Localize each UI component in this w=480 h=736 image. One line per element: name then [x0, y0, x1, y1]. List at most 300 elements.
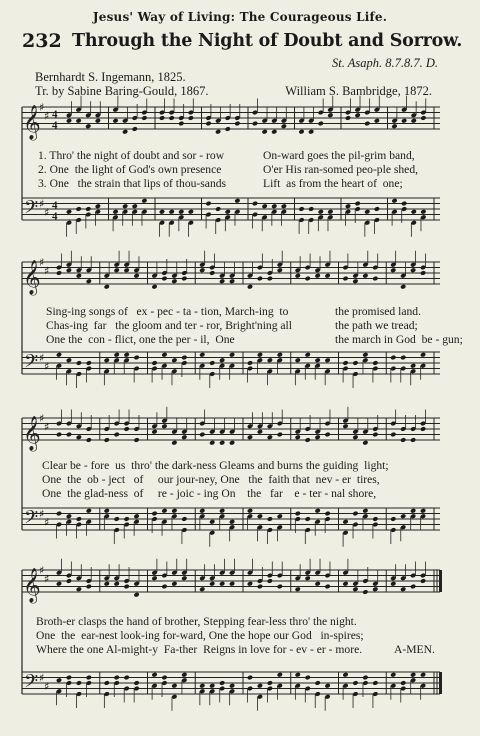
note-head: [342, 672, 348, 678]
note-head: [56, 511, 62, 517]
note-head: [66, 578, 72, 584]
note-head: [372, 432, 378, 438]
note-head: [400, 437, 406, 443]
note-head: [133, 437, 139, 443]
note-head: [86, 360, 92, 366]
note-head: [324, 584, 330, 590]
note-head: [314, 581, 320, 587]
note-head: [295, 672, 301, 678]
author-credit: Bernhardt S. Ingemann, 1825.: [35, 70, 186, 84]
note-head: [199, 508, 205, 514]
note-head: [199, 267, 205, 273]
note-head: [372, 680, 378, 686]
note-head: [420, 270, 426, 276]
hymn-title: Through the Night of Doubt and Sorrow.: [72, 31, 463, 51]
note-head: [420, 578, 426, 584]
note-head: [410, 672, 416, 678]
note-head: [114, 675, 120, 681]
lyric-line: One the glad-ness of re - joic - ing On the far e - ter - nal shore,: [42, 487, 377, 500]
note-head: [229, 352, 235, 358]
note-head: [133, 355, 139, 361]
note-head: [209, 519, 215, 525]
note-head: [104, 284, 110, 290]
note-head: [181, 355, 187, 361]
translator-credit: Tr. by Sabine Baring-Gould, 1867.: [35, 84, 209, 98]
note-head: [411, 209, 417, 215]
sharp-icon: ♯: [44, 264, 50, 278]
note-head: [114, 516, 120, 522]
note-head: [324, 511, 330, 517]
note-head: [327, 209, 333, 215]
note-head: [267, 357, 273, 363]
note-head: [298, 129, 304, 135]
hymn-number: 232: [22, 30, 62, 52]
note-head: [400, 680, 406, 686]
note-head: [247, 360, 253, 366]
note-head: [215, 206, 221, 212]
lyric-line: the path we tread;: [335, 319, 418, 332]
sharp-icon: ♯: [39, 564, 45, 577]
note-head: [181, 672, 187, 678]
note-head: [234, 121, 240, 127]
time-signature: 4: [52, 119, 58, 132]
note-head: [209, 360, 215, 366]
note-head: [123, 516, 129, 522]
note-head: [277, 672, 283, 678]
note-head: [252, 121, 258, 127]
note-head: [318, 209, 324, 215]
note-head: [390, 355, 396, 361]
note-head: [95, 203, 101, 209]
note-head: [342, 423, 348, 429]
note-head: [168, 115, 174, 121]
note-head: [209, 683, 215, 689]
note-head: [271, 203, 277, 209]
note-head: [372, 360, 378, 366]
note-head: [133, 592, 139, 598]
note-head: [76, 360, 82, 366]
lyric-line: One the con - flict, one the per - il, One: [46, 333, 235, 346]
lyric-line: One the ear-nest look-ing for-ward, One the hope our God in-spires;: [36, 629, 364, 642]
note-head: [122, 203, 128, 209]
lyric-line: Chas-ing far the gloom and ter - ror, Bright'ning all: [46, 319, 293, 332]
note-head: [76, 516, 82, 522]
note-head: [352, 434, 358, 440]
note-head: [229, 581, 235, 587]
note-head: [362, 273, 368, 279]
note-head: [114, 581, 120, 587]
note-head: [298, 206, 304, 212]
note-head: [159, 209, 165, 215]
note-head: [400, 586, 406, 592]
note-head: [205, 121, 211, 127]
note-head: [56, 352, 62, 358]
note-head: [305, 352, 311, 358]
tune-name: St. Asaph. 8.7.8.7. D.: [331, 56, 438, 70]
note-head: [411, 118, 417, 124]
note-head: [188, 115, 194, 121]
note-head: [314, 680, 320, 686]
note-head: [247, 508, 253, 514]
note-head: [151, 672, 157, 678]
note-head: [229, 683, 235, 689]
note-head: [420, 115, 426, 121]
note-head: [352, 680, 358, 686]
note-head: [75, 118, 81, 124]
note-head: [181, 434, 187, 440]
note-head: [257, 584, 263, 590]
note-head: [391, 123, 397, 129]
note-head: [372, 586, 378, 592]
note-head: [112, 209, 118, 215]
note-head: [229, 519, 235, 525]
note-head: [400, 284, 406, 290]
sharp-icon: ♯: [44, 679, 50, 693]
bass-clef-icon: 𝄢: [24, 507, 39, 533]
note-head: [123, 675, 129, 681]
lyric-line: On-ward goes the pil-grim band,: [263, 149, 415, 162]
note-head: [86, 278, 92, 284]
note-head: [114, 267, 120, 273]
note-head: [410, 508, 416, 514]
note-head: [171, 683, 177, 689]
note-head: [181, 276, 187, 282]
note-head: [308, 206, 314, 212]
note-head: [261, 129, 267, 135]
note-head: [252, 201, 258, 207]
lyric-line: 1. Thro' the night of doubt and sor - row: [38, 149, 225, 162]
note-head: [362, 589, 368, 595]
note-head: [56, 432, 62, 438]
note-head: [219, 357, 225, 363]
note-head: [104, 508, 110, 514]
note-head: [209, 581, 215, 587]
time-signature: 4: [52, 199, 58, 212]
note-head: [400, 513, 406, 519]
lyric-line: the promised land.: [335, 305, 421, 318]
composer-credit: William S. Bambridge, 1872.: [285, 84, 432, 98]
note-head: [114, 432, 120, 438]
note-head: [362, 508, 368, 514]
note-head: [76, 434, 82, 440]
note-head: [199, 586, 205, 592]
note-head: [86, 584, 92, 590]
note-head: [364, 121, 370, 127]
bass-clef-icon: 𝄢: [24, 197, 39, 223]
note-head: [171, 278, 177, 284]
note-head: [324, 273, 330, 279]
note-head: [171, 581, 177, 587]
note-head: [362, 675, 368, 681]
note-head: [247, 581, 253, 587]
time-signature: 4: [52, 108, 58, 121]
note-head: [257, 513, 263, 519]
note-head: [151, 511, 157, 517]
note-head: [161, 276, 167, 282]
note-head: [181, 516, 187, 522]
note-head: [161, 675, 167, 681]
note-head: [305, 675, 311, 681]
treble-clef-icon: 𝄞: [23, 416, 41, 451]
amen-label: A-MEN.: [394, 643, 435, 656]
final-barline: [439, 570, 442, 592]
note-head: [123, 584, 129, 590]
note-head: [86, 437, 92, 443]
note-head: [86, 675, 92, 681]
note-head: [141, 198, 147, 204]
note-head: [314, 357, 320, 363]
sharp-icon: ♯: [44, 515, 50, 529]
note-head: [247, 284, 253, 290]
note-head: [104, 680, 110, 686]
note-head: [132, 126, 138, 132]
lyric-line: Sing-ing songs of ex - pec - ta - tion, March-ing to: [46, 305, 289, 318]
sharp-icon: ♯: [44, 359, 50, 373]
note-head: [295, 586, 301, 592]
note-head: [76, 680, 82, 686]
sharp-icon: ♯: [39, 671, 45, 685]
note-head: [215, 129, 221, 135]
note-head: [66, 118, 72, 124]
note-head: [420, 672, 426, 678]
note-head: [56, 270, 62, 276]
note-head: [133, 273, 139, 279]
note-head: [401, 201, 407, 207]
note-head: [76, 273, 82, 279]
note-head: [295, 273, 301, 279]
treble-clef-icon: 𝄞: [23, 105, 41, 140]
note-head: [345, 203, 351, 209]
sharp-icon: ♯: [44, 205, 50, 219]
note-head: [267, 434, 273, 440]
note-head: [314, 273, 320, 279]
note-head: [219, 440, 225, 446]
note-head: [257, 352, 263, 358]
note-head: [342, 519, 348, 525]
time-signature: 4: [52, 210, 58, 223]
note-head: [122, 129, 128, 135]
note-head: [410, 267, 416, 273]
note-head: [352, 360, 358, 366]
note-head: [225, 209, 231, 215]
treble-clef-icon: 𝄞: [23, 568, 41, 603]
note-head: [199, 352, 205, 358]
note-head: [199, 432, 205, 438]
sharp-icon: ♯: [44, 572, 50, 586]
note-head: [219, 278, 225, 284]
note-head: [352, 586, 358, 592]
note-head: [314, 434, 320, 440]
note-head: [267, 680, 273, 686]
note-head: [352, 511, 358, 517]
note-head: [181, 575, 187, 581]
note-head: [374, 206, 380, 212]
note-head: [66, 357, 72, 363]
running-title: Jesus' Way of Living: The Courageous Life.: [92, 10, 388, 24]
note-head: [257, 683, 263, 689]
note-head: [219, 508, 225, 514]
note-head: [374, 118, 380, 124]
note-head: [75, 206, 81, 212]
note-head: [420, 426, 426, 432]
lyric-line: 3. One the strain that lips of thou-sands: [38, 177, 227, 190]
note-head: [209, 440, 215, 446]
note-head: [161, 423, 167, 429]
note-head: [305, 575, 311, 581]
note-head: [257, 276, 263, 282]
note-head: [390, 516, 396, 522]
sharp-icon: ♯: [39, 412, 45, 425]
note-head: [76, 586, 82, 592]
note-head: [277, 513, 283, 519]
note-head: [352, 278, 358, 284]
note-head: [362, 440, 368, 446]
note-head: [171, 440, 177, 446]
note-head: [410, 584, 416, 590]
note-head: [123, 267, 129, 273]
note-head: [168, 209, 174, 215]
note-head: [151, 360, 157, 366]
note-head: [161, 584, 167, 590]
note-head: [364, 209, 370, 215]
note-head: [420, 352, 426, 358]
note-head: [277, 352, 283, 358]
sharp-icon: ♯: [39, 507, 45, 521]
note-head: [391, 198, 397, 204]
note-head: [219, 680, 225, 686]
note-head: [342, 360, 348, 366]
note-head: [261, 203, 267, 209]
note-head: [308, 129, 314, 135]
note-head: [362, 352, 368, 358]
final-barline: [439, 672, 442, 694]
note-head: [66, 209, 72, 215]
lyric-line: the march in God be - gun;: [335, 333, 463, 346]
note-head: [267, 516, 273, 522]
lyric-line: 2. One the light of God's own presence: [38, 163, 222, 176]
note-head: [327, 112, 333, 118]
note-head: [86, 508, 92, 514]
note-head: [229, 440, 235, 446]
note-head: [66, 432, 72, 438]
note-head: [247, 434, 253, 440]
note-head: [345, 115, 351, 121]
note-head: [85, 123, 91, 129]
note-head: [85, 206, 91, 212]
note-head: [277, 584, 283, 590]
note-head: [133, 513, 139, 519]
note-head: [401, 118, 407, 124]
note-head: [342, 581, 348, 587]
bass-clef-icon: 𝄢: [24, 671, 39, 697]
note-head: [104, 437, 110, 443]
note-head: [178, 209, 184, 215]
sharp-icon: ♯: [39, 256, 45, 269]
sharp-icon: ♯: [44, 420, 50, 434]
note-head: [295, 434, 301, 440]
note-head: [104, 581, 110, 587]
lyric-line: O'er His ran-somed peo-ple shed,: [263, 163, 419, 176]
note-head: [56, 581, 62, 587]
note-head: [410, 363, 416, 369]
note-head: [305, 516, 311, 522]
lyric-line: Clear be - fore us thro' the dark-ness Gleams and burns the guiding light;: [42, 459, 389, 472]
note-head: [277, 267, 283, 273]
treble-clef-icon: 𝄞: [23, 260, 41, 295]
note-head: [151, 284, 157, 290]
note-head: [305, 437, 311, 443]
note-head: [161, 508, 167, 514]
note-head: [188, 209, 194, 215]
note-head: [390, 581, 396, 587]
note-head: [257, 429, 263, 435]
note-head: [123, 426, 129, 432]
note-head: [420, 209, 426, 215]
note-head: [161, 352, 167, 358]
lyric-line: One the ob - ject of our jour-ney, One the faith that nev - er tires,: [42, 473, 380, 486]
note-head: [390, 267, 396, 273]
note-head: [114, 352, 120, 358]
note-head: [372, 516, 378, 522]
note-head: [229, 278, 235, 284]
note-head: [354, 112, 360, 118]
note-head: [281, 123, 287, 129]
sharp-icon: ♯: [39, 351, 45, 365]
note-head: [104, 357, 110, 363]
note-head: [141, 115, 147, 121]
note-head: [267, 578, 273, 584]
note-head: [209, 270, 215, 276]
note-head: [225, 126, 231, 132]
note-head: [171, 357, 177, 363]
note-head: [247, 675, 253, 681]
note-head: [205, 201, 211, 207]
note-head: [132, 203, 138, 209]
note-head: [66, 675, 72, 681]
note-head: [95, 118, 101, 124]
sharp-icon: ♯: [39, 197, 45, 211]
note-head: [66, 513, 72, 519]
note-head: [159, 115, 165, 121]
note-head: [372, 276, 378, 282]
note-head: [420, 508, 426, 514]
note-head: [314, 508, 320, 514]
note-head: [390, 672, 396, 678]
note-head: [342, 276, 348, 282]
note-head: [295, 357, 301, 363]
note-head: [112, 118, 118, 124]
note-head: [277, 432, 283, 438]
note-head: [178, 121, 184, 127]
note-head: [199, 683, 205, 689]
sharp-icon: ♯: [44, 109, 50, 123]
lyric-line: Where the one Al-might-y Fa-ther Reigns in love for - ev - er - more.: [36, 643, 363, 656]
note-head: [318, 121, 324, 127]
bass-clef-icon: 𝄢: [24, 351, 39, 377]
note-head: [295, 511, 301, 517]
note-head: [219, 581, 225, 587]
note-head: [324, 357, 330, 363]
note-head: [324, 683, 330, 689]
note-head: [400, 355, 406, 361]
note-head: [390, 432, 396, 438]
note-head: [171, 508, 177, 514]
note-head: [151, 429, 157, 435]
note-head: [354, 201, 360, 207]
note-head: [324, 432, 330, 438]
note-head: [281, 203, 287, 209]
note-head: [133, 680, 139, 686]
